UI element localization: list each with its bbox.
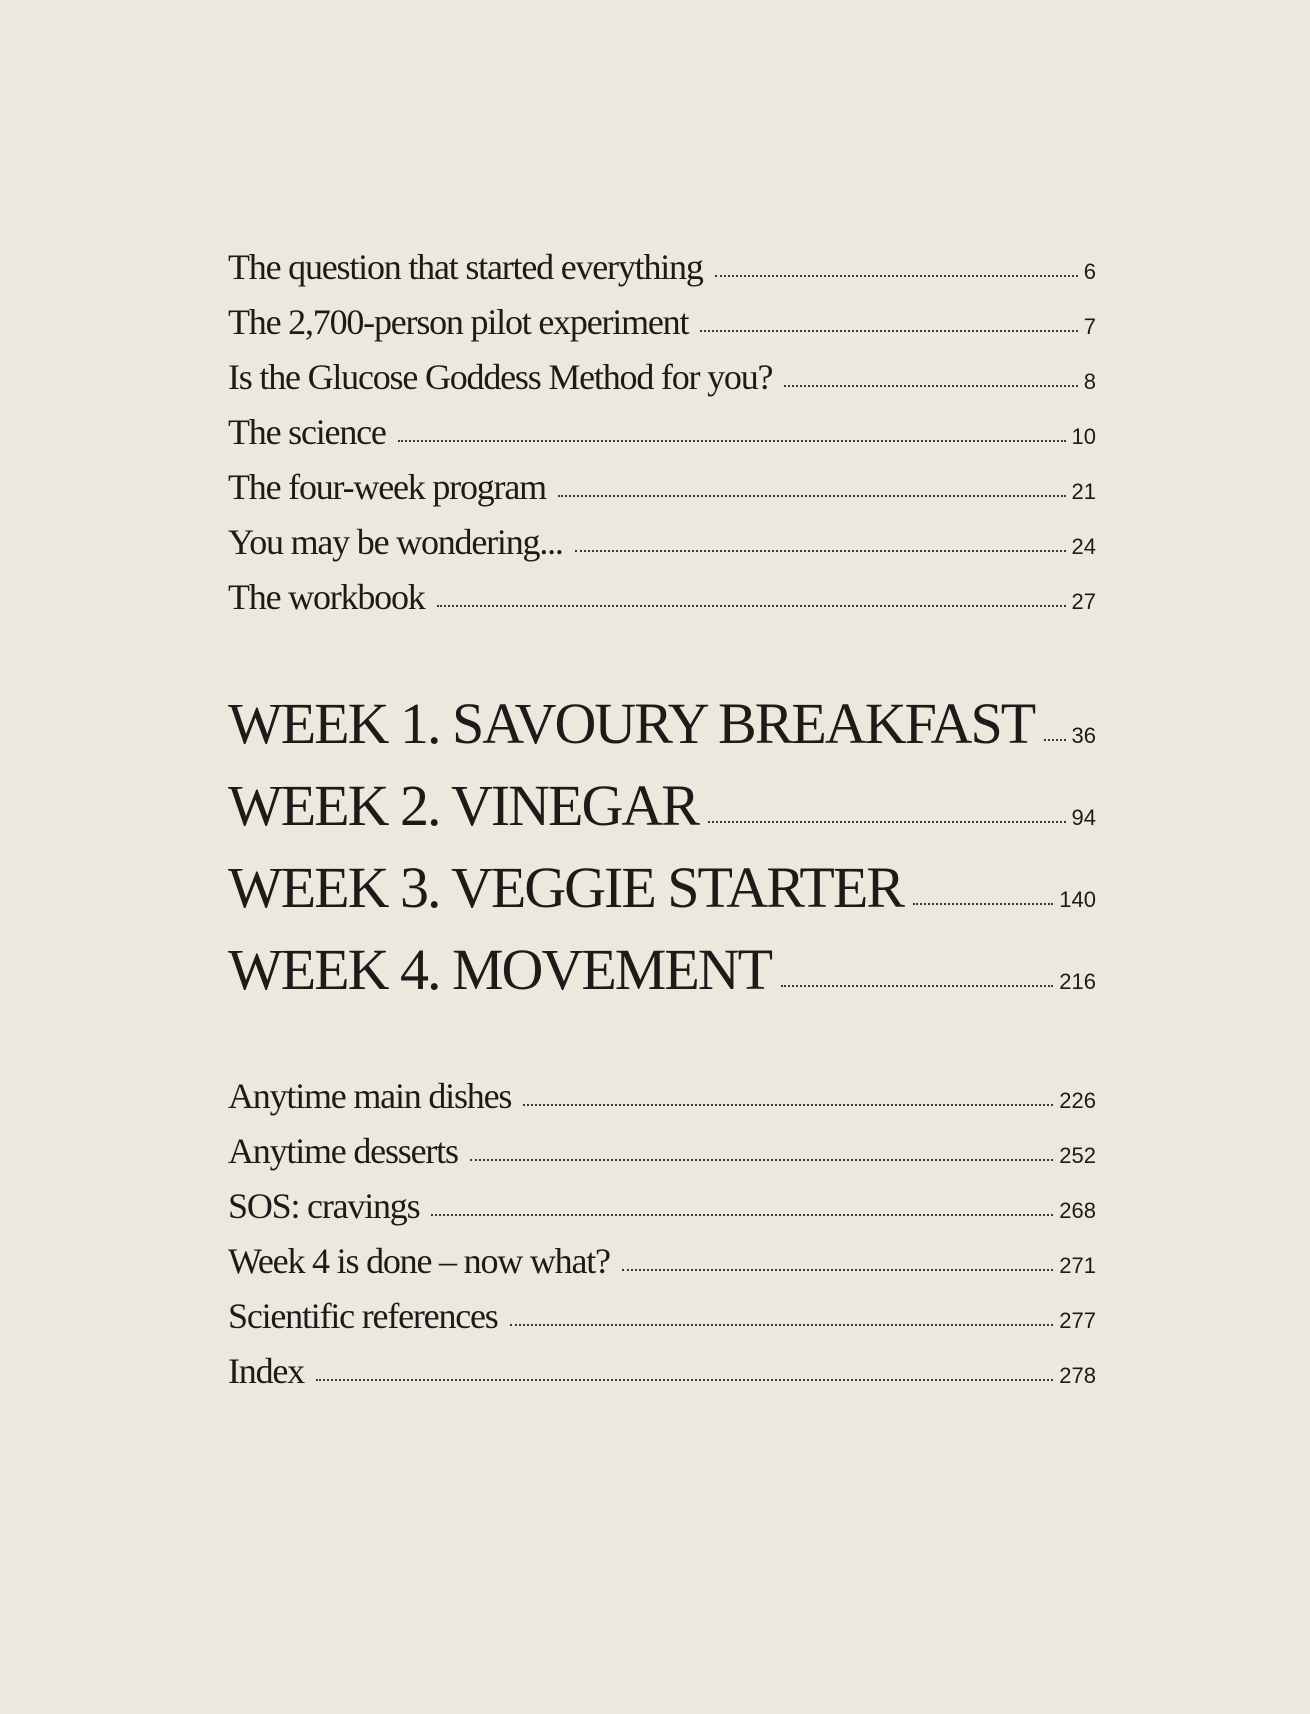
toc-week-title: WEEK 4. MOVEMENT [228, 937, 772, 1002]
toc-week-entry[interactable] [228, 854, 1096, 936]
toc-entry-title: The science [228, 412, 386, 452]
toc-entry-title: The workbook [228, 577, 425, 617]
toc-entry-page: 271 [1059, 1253, 1096, 1278]
toc-entry-title: The 2,700-person pilot experiment [228, 302, 689, 342]
dot-leader [781, 985, 1053, 987]
toc-entry[interactable] [228, 1295, 1096, 1350]
toc-week-title: WEEK 3. VEGGIE STARTER [228, 855, 903, 920]
toc-entry[interactable] [228, 1185, 1096, 1240]
toc-entry-title: Is the Glucose Goddess Method for you? [228, 357, 773, 397]
toc-entry-title: Scientific references [228, 1296, 498, 1336]
toc-entry[interactable] [228, 411, 1096, 466]
toc-week-page: 140 [1059, 887, 1096, 912]
toc-entry-title: SOS: cravings [228, 1186, 420, 1226]
toc-entry-page: 7 [1083, 314, 1096, 339]
dot-leader [316, 1379, 1053, 1381]
toc-entry-title: Anytime desserts [228, 1131, 458, 1171]
dot-leader [470, 1159, 1054, 1161]
toc-entry[interactable] [228, 521, 1096, 576]
toc-week-entry[interactable] [228, 936, 1096, 1018]
dot-leader [700, 330, 1077, 332]
toc-entry[interactable] [228, 1075, 1096, 1130]
dot-leader [784, 385, 1077, 387]
toc-entry-page: 10 [1071, 424, 1096, 449]
dot-leader [558, 495, 1066, 497]
toc-week-title: WEEK 1. SAVOURY BREAKFAST [228, 691, 1035, 756]
toc-week-page: 36 [1071, 723, 1096, 748]
toc-entry-title: You may be wondering... [228, 522, 563, 562]
dot-leader [1044, 739, 1065, 741]
dot-leader [523, 1104, 1053, 1106]
toc-entry-page: 268 [1059, 1198, 1096, 1223]
toc-entry-page: 226 [1059, 1088, 1096, 1113]
toc-entry[interactable] [228, 576, 1096, 631]
toc-entry-title: The question that started everything [228, 247, 703, 287]
toc-entry-page: 21 [1071, 479, 1096, 504]
toc-entry[interactable] [228, 1130, 1096, 1185]
dot-leader [398, 440, 1066, 442]
toc-week-entry[interactable] [228, 772, 1096, 854]
toc-entry-title: Anytime main dishes [228, 1076, 512, 1116]
toc-entry-title: The four-week program [228, 467, 546, 507]
toc-entry-title: Index [228, 1351, 304, 1391]
toc-weeks-section [228, 690, 1096, 1018]
toc-entry[interactable] [228, 246, 1096, 301]
dot-leader [431, 1214, 1053, 1216]
dot-leader [575, 550, 1066, 552]
toc-entry-title: Week 4 is done – now what? [228, 1241, 610, 1281]
dot-leader [715, 275, 1078, 277]
dot-leader [708, 821, 1066, 823]
toc-extras-section [228, 1075, 1096, 1405]
toc-week-page: 216 [1059, 969, 1096, 994]
toc-week-entry[interactable] [228, 690, 1096, 772]
dot-leader [510, 1324, 1054, 1326]
toc-entry[interactable] [228, 466, 1096, 521]
dot-leader [437, 605, 1066, 607]
toc-week-page: 94 [1071, 805, 1096, 830]
dot-leader [913, 903, 1053, 905]
toc-entry-page: 27 [1071, 589, 1096, 614]
toc-entry[interactable] [228, 1240, 1096, 1295]
toc-entry[interactable] [228, 301, 1096, 356]
toc-entry[interactable] [228, 1350, 1096, 1405]
dot-leader [622, 1269, 1053, 1271]
toc-entry-page: 8 [1083, 369, 1096, 394]
toc-entry-page: 278 [1059, 1363, 1096, 1388]
toc-entry[interactable] [228, 356, 1096, 411]
toc-intro-section [228, 246, 1096, 631]
toc-entry-page: 277 [1059, 1308, 1096, 1333]
toc-entry-page: 24 [1071, 534, 1096, 559]
toc-week-title: WEEK 2. VINEGAR [228, 773, 698, 838]
toc-entry-page: 252 [1059, 1143, 1096, 1168]
toc-entry-page: 6 [1083, 259, 1096, 284]
